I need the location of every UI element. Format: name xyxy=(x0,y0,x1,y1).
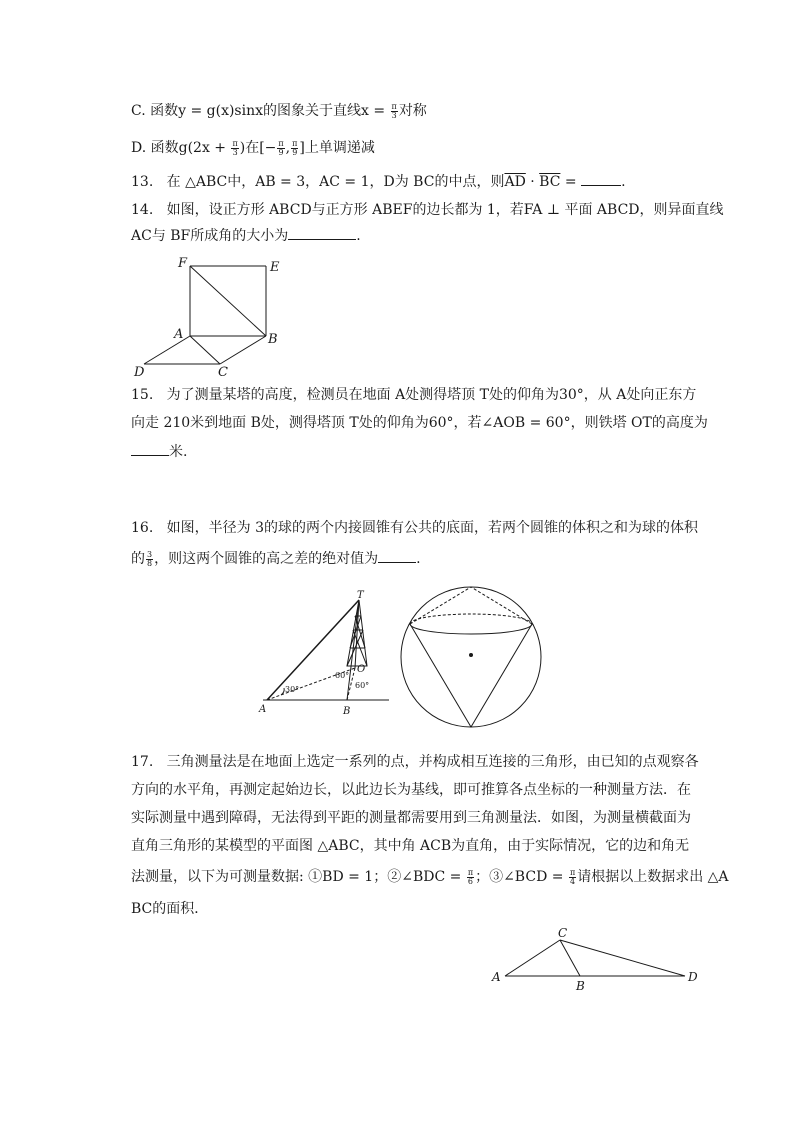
answer-blank[interactable] xyxy=(581,171,621,186)
angle-60-b: 60° xyxy=(355,681,370,690)
question-17-line2 xyxy=(131,779,691,801)
edge-fb xyxy=(190,266,266,336)
option-d xyxy=(131,137,375,159)
frac-num: π xyxy=(232,138,238,148)
question-text: 如图，半径为 3的球的两个内接圆锥有公共的底面，若两个圆锥的体积之和为球的体积 xyxy=(166,520,698,536)
frac-num: π xyxy=(292,138,298,148)
question-number: 13. xyxy=(131,174,154,190)
question-number: 14. xyxy=(131,202,154,218)
fraction xyxy=(146,551,153,568)
vector-ad: $\overline{AD}$ xyxy=(504,174,526,190)
option-d-text: D. 函数g(2x + xyxy=(131,140,231,156)
label-f: F xyxy=(178,256,188,271)
question-text: 如图，设正方形 ABCD与正方形 ABEF的边长都为 1，若FA ⊥ 平面 ABCD，则异面直线 xyxy=(166,202,724,218)
frac-den: 9 xyxy=(278,147,284,157)
question-16-line1 xyxy=(131,517,698,539)
frac-den: 9 xyxy=(292,147,298,157)
question-text: 米. xyxy=(169,444,188,460)
label-b: B xyxy=(268,332,278,347)
option-c-text: C. 函数y = g(x)sinx的图象关于直线x = xyxy=(131,103,390,119)
frac-num: 3 xyxy=(147,549,153,559)
frac-den: 3 xyxy=(391,110,397,120)
question-17-line3 xyxy=(131,807,691,829)
cone-lower-right xyxy=(471,624,532,727)
frac-num: π xyxy=(391,101,397,111)
label-d: D xyxy=(134,365,145,378)
center-dot xyxy=(469,653,473,657)
question-text: ；③∠BCD = xyxy=(475,869,568,885)
label-e: E xyxy=(270,260,280,275)
question-17-line1 xyxy=(131,751,699,773)
base-ellipse-back xyxy=(410,614,532,624)
label-c: C xyxy=(218,365,228,378)
side-cd xyxy=(560,940,685,976)
fraction xyxy=(291,140,298,157)
angle-30: 30° xyxy=(285,685,300,694)
vector-bc: $\overline{BC}$ xyxy=(539,174,561,190)
label-t: T xyxy=(357,590,364,601)
fraction xyxy=(391,103,398,120)
answer-blank[interactable] xyxy=(131,441,169,456)
base-ellipse-front xyxy=(410,624,532,634)
label-b: B xyxy=(343,706,351,717)
option-d-text-4: ]上单调递减 xyxy=(299,140,375,156)
question-17-line5 xyxy=(131,866,729,888)
question-number: 15. xyxy=(131,387,154,403)
frac-num: π xyxy=(467,867,474,877)
side-ac xyxy=(505,940,560,976)
cone-lower-left xyxy=(410,624,471,727)
period: . xyxy=(621,174,626,190)
option-d-text-2: )在[− xyxy=(239,140,277,156)
square-figure xyxy=(130,252,290,378)
question-number: 17. xyxy=(131,754,154,770)
question-14-line2 xyxy=(131,225,361,247)
question-text: AC与 BF所成角的大小为 xyxy=(131,228,289,244)
question-text: 实际测量中遇到障碍，无法得到平距的测量都需要用到三角测量法．如图，为测量横截面为 xyxy=(131,810,691,826)
question-15-line1 xyxy=(131,384,696,406)
answer-blank[interactable] xyxy=(378,548,416,563)
question-number: 16. xyxy=(131,520,154,536)
question-text: 方向的水平角，再测定起始边长，以此边长为基线，即可推算各点坐标的一种测量方法．在 xyxy=(131,782,691,798)
frac-den: 8 xyxy=(147,558,153,568)
question-13 xyxy=(131,171,626,193)
option-c xyxy=(131,100,427,122)
frac-den: 6 xyxy=(467,876,473,886)
label-a: A xyxy=(492,970,501,984)
equals: = xyxy=(560,174,582,190)
fraction xyxy=(569,869,576,886)
question-text: 三角测量法是在地面上选定一系列的点，并构成相互连接的三角形，由已知的点观察各 xyxy=(166,754,699,770)
label-a: A xyxy=(174,327,184,342)
question-text: 直角三角形的某模型的平面图 △ABC，其中角 ACB为直角，由于实际情况，它的边和角无 xyxy=(131,838,690,854)
fraction xyxy=(467,869,474,886)
frac-num: π xyxy=(278,138,284,148)
question-text: 在 △ABC中，AB = 3，AC = 1，D为 BC的中点，则 xyxy=(166,174,505,190)
answer-blank[interactable] xyxy=(288,225,356,240)
question-16-line2 xyxy=(131,548,421,570)
option-d-text-3: , xyxy=(285,140,291,156)
tower-figure xyxy=(255,588,395,720)
triangle-figure xyxy=(488,924,704,994)
angle-60-a: 60° xyxy=(335,671,350,680)
question-text: 法测量，以下为可测量数据: ①BD = 1；②∠BDC = xyxy=(131,869,466,885)
question-text: 的 xyxy=(131,551,145,567)
question-text: 为了测量某塔的高度，检测员在地面 A处测得塔顶 T处的仰角为30°，从 A处向正东方 xyxy=(166,387,697,403)
dot-operator: · xyxy=(525,174,540,190)
line-at xyxy=(267,600,359,700)
label-c: C xyxy=(558,926,568,940)
question-text: ，则这两个圆锥的高之差的绝对值为 xyxy=(154,551,379,567)
edge-cb xyxy=(220,336,266,364)
label-b: B xyxy=(576,979,585,993)
question-17-line4 xyxy=(131,835,689,857)
period: . xyxy=(356,228,361,244)
cone-upper-right xyxy=(471,587,532,624)
edge-ac xyxy=(190,336,220,364)
label-d: D xyxy=(688,970,698,984)
frac-den: 4 xyxy=(570,876,576,886)
question-15-line2 xyxy=(131,412,708,434)
period: . xyxy=(416,551,421,567)
question-text: BC的面积． xyxy=(131,901,209,917)
question-17-line6 xyxy=(131,898,208,920)
label-o: O xyxy=(357,664,366,675)
frac-den: 3 xyxy=(232,147,238,157)
fraction xyxy=(277,140,284,157)
question-15-line3 xyxy=(131,441,187,463)
option-c-text-end: 对称 xyxy=(398,103,427,119)
cone-upper-left xyxy=(410,587,471,624)
question-14-line1 xyxy=(131,199,724,221)
question-text: 请根据以上数据求出 △A xyxy=(577,869,729,885)
label-a: A xyxy=(259,704,267,715)
fraction xyxy=(231,140,238,157)
question-text: 向走 210米到地面 B处，测得塔顶 T处的仰角为60°，若∠AOB = 60°，则铁塔 OT的高度为 xyxy=(131,415,708,431)
sphere-figure xyxy=(398,584,546,732)
frac-num: π xyxy=(569,867,576,877)
